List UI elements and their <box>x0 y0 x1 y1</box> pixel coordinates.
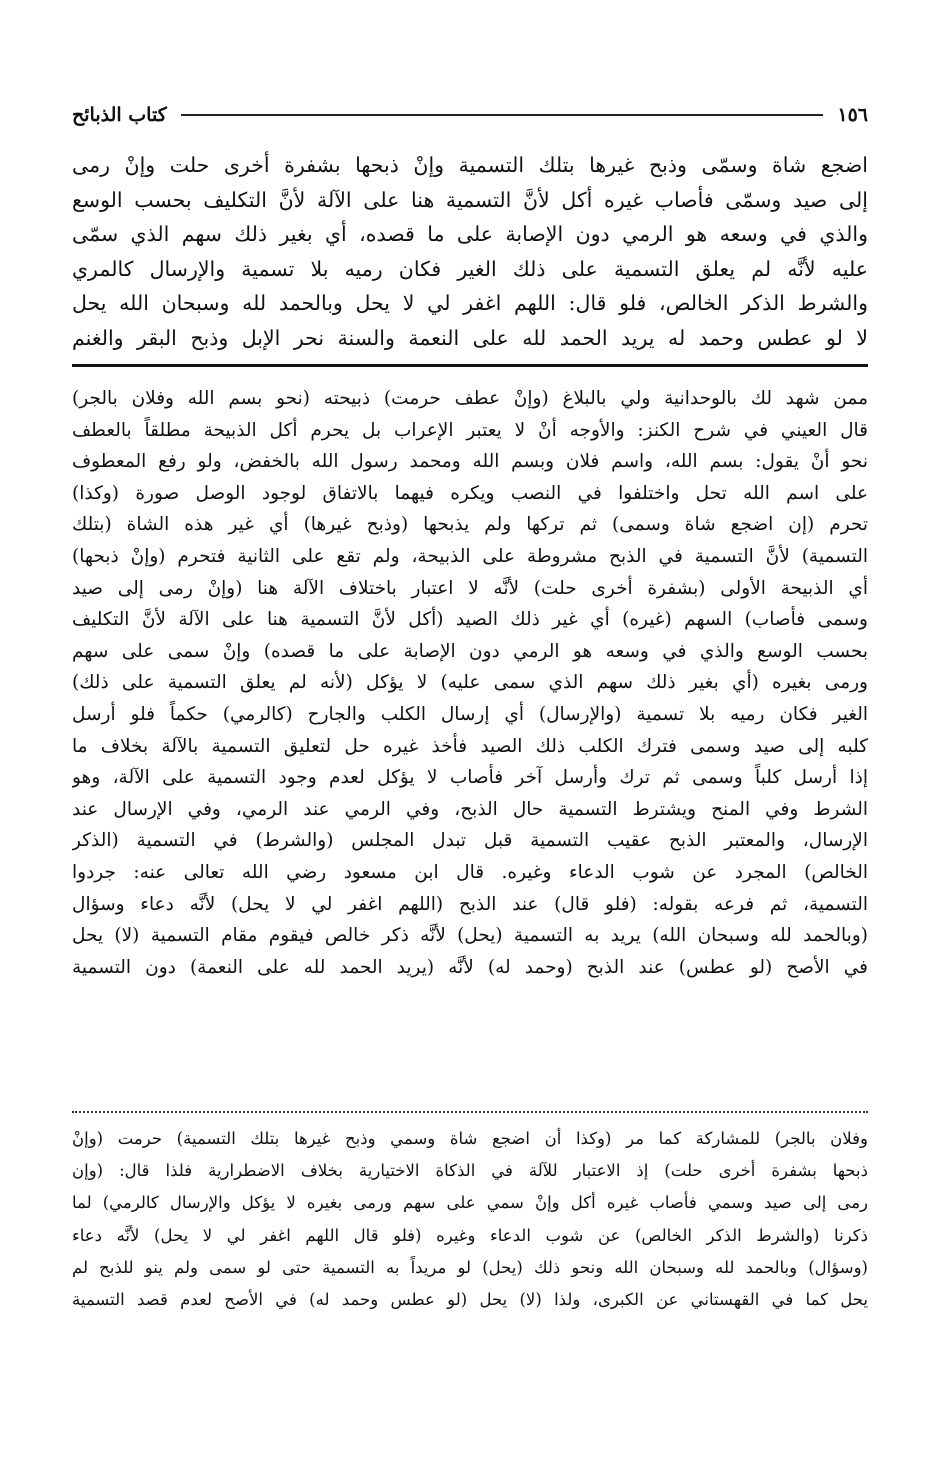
footnote-line: يحل كما في القهستاني عن الكبرى، ولذا (لا) يحل (لو عطس وحمد له) في الأصح لعدم قصد التسمية <box>72 1290 868 1310</box>
main-text-line: والشرط الذكر الخالص، فلو قال: اللهم اغفر لي لا يحل وبالحمد لله وسبحان الله يحل <box>72 291 868 315</box>
commentary-line: (وبالحمد لله وسبحان الله) يريد به التسمية (يحل) لأنَّه ذكر خالص فيقوم مقام التسمية (لا) يحل <box>72 925 868 947</box>
commentary-line: كلبه إلى صيد وسمى فترك الكلب ذلك الصيد فأخذ غيره حل لتعليق التسمية بالآلة بخلاف ما <box>72 735 868 757</box>
commentary-line: بحسب الوسع والذي في وسعه هو الرمي دون الإصابة على ما قصده) وإنْ سمى على سهم <box>72 640 868 662</box>
commentary-line: الخالص) المجرد عن شوب الدعاء وغيره. قال ابن مسعود رضي الله تعالى عنه: جردوا <box>72 861 868 883</box>
main-text-line: لا لو عطس وحمد له يريد الحمد لله على النعمة والسنة نحر الإبل وذبح البقر والغنم <box>72 325 868 350</box>
footnote-line: (وسؤال) وبالحمد لله وسبحان الله ونحو ذلك (يحل) لو مريداً به التسمية حتى لو سمى ولم ينو للذبح لم <box>72 1257 868 1277</box>
book-title: كتاب الذبائح <box>72 104 167 126</box>
commentary-line: ورمى بغيره (أي بغير ذلك سهم الذي سمى عليه) لا يؤكل (لأنه لم يعلق التسمية على ذلك) <box>72 672 868 694</box>
main-text-line: إلى صيد وسمّى فأصاب غيره أكل لأنَّ التسمية هنا على الآلة لأنَّ التكليف بحسب الوسع <box>72 187 868 212</box>
commentary-line: الإرسال، والمعتبر الذبح عقيب التسمية قبل تبدل المجلس (والشرط) في التسمية (الذكر <box>72 830 868 852</box>
commentary-line: الغير فكان رميه بلا تسمية (والإرسال) أي إرسال الكلب والجارح (كالرمي) حكماً فلو أرسل <box>72 703 868 725</box>
main-text-line: عليه لأنَّه لم يعلق التسمية على ذلك الغير فكان رميه بلا تسمية والإرسال كالمري <box>72 256 868 281</box>
page-number: ١٥٦ <box>837 104 868 126</box>
commentary-line: تحرم (إن اضجع شاة وسمى) ثم تركها ولم يذبحها (وذبح غيرها) أي غير هذه الشاة (بتلك <box>72 514 868 536</box>
commentary-line: التسمية) لأنَّ التسمية في الذبح مشروطة على الذبيحة، ولم تقع على الثانية فتحرم (وإنْ ذبحها) <box>72 545 868 567</box>
page-header <box>72 92 868 138</box>
footnote-line: ذبحها بشفرة أخرى حلت) إذ الاعتبار للآلة في الذكاة الاختيارية بخلاف الاضطرارية فلذا قال: (وإن <box>72 1161 868 1181</box>
commentary-line: التسمية، ثم فرعه بقوله: (فلو قال) عند الذبح (اللهم اغفر لي لا يحل) لأنَّه دعاء وسؤال <box>72 893 868 915</box>
footnote-dotted-divider <box>72 1111 868 1113</box>
main-text-line: اضجع شاة وسمّى وذبح غيرها بتلك التسمية وإنْ ذبحها بشفرة أخرى حلت وإنْ رمى <box>72 153 868 177</box>
book-page <box>72 92 868 1472</box>
commentary-line: ممن شهد لك بالوحدانية ولي بالبلاغ (وإنْ عطف حرمت) ذبيحته (نحو بسم الله وفلان بالجر) <box>72 388 868 409</box>
footnote-text <box>72 1123 868 1323</box>
footnote-line: وفلان بالجر) للمشاركة كما مر (وكذا أن اضجع شاة وسمي وذبح غيرها بتلك التسمية) حرمت (وإنْ <box>72 1129 868 1148</box>
footnote-line: رمى إلى صيد وسمي فأصاب غيره أكل وإنْ سمي على سهم ورمى بغيره لا يؤكل والإرسال كالرمي) لما <box>72 1193 868 1213</box>
main-text-divider <box>72 364 868 367</box>
commentary-line: الشرط وفي المنح ويشترط التسمية حال الذبح، وفي الرمي عند الرمي، وفي الإرسال عند <box>72 798 868 820</box>
commentary-line: إذا أرسل كلباً وسمى ثم ترك وأرسل آخر فأصاب لا يؤكل لعدم وجود التسمية على الآلة، وهو <box>72 767 868 789</box>
commentary-line: قال العيني في شرح الكنز: والأوجه أنْ لا يعتبر الإعراب بل يحرم أكل الذبيحة مطلقاً بالعطف <box>72 419 868 441</box>
commentary-line: أي الذبيحة الأولى (بشفرة أخرى حلت) لأنَّه لا اعتبار باختلاف الآلة هنا (وإنْ رمى إلى صيد <box>72 577 868 599</box>
commentary-line: نحو أنْ يقول: بسم الله، واسم فلان وبسم الله ومحمد رسول الله بالخفض، ولو رفع المعطوف <box>72 451 868 473</box>
commentary-line: وسمى فأصاب) السهم (غيره) أي غير ذلك الصيد (أكل لأنَّ التسمية هنا على الآلة لأنَّ التكليف <box>72 609 868 631</box>
commentary-text <box>72 383 868 1105</box>
commentary-line: على اسم الله تحل واختلفوا في النصب ويكره فيهما بالاتفاق لوجود الوصل صورة (وكذا) <box>72 482 868 504</box>
footnote-line: ذكرنا (والشرط الذكر الخالص) عن شوب الدعاء وغيره (فلو قال اللهم اغفر لي لا يحل) لأنَّه دعاء <box>72 1225 868 1245</box>
commentary-line: في الأصح (لو عطس) عند الذبح (وحمد له) لأنَّه (يريد الحمد لله على النعمة) دون التسمية <box>72 956 868 978</box>
header-rule <box>181 114 824 116</box>
main-text <box>72 148 868 356</box>
main-text-line: والذي في وسعه هو الرمي دون الإصابة على ما قصده، أي بغير ذلك سهم الذي سمّى <box>72 222 868 246</box>
